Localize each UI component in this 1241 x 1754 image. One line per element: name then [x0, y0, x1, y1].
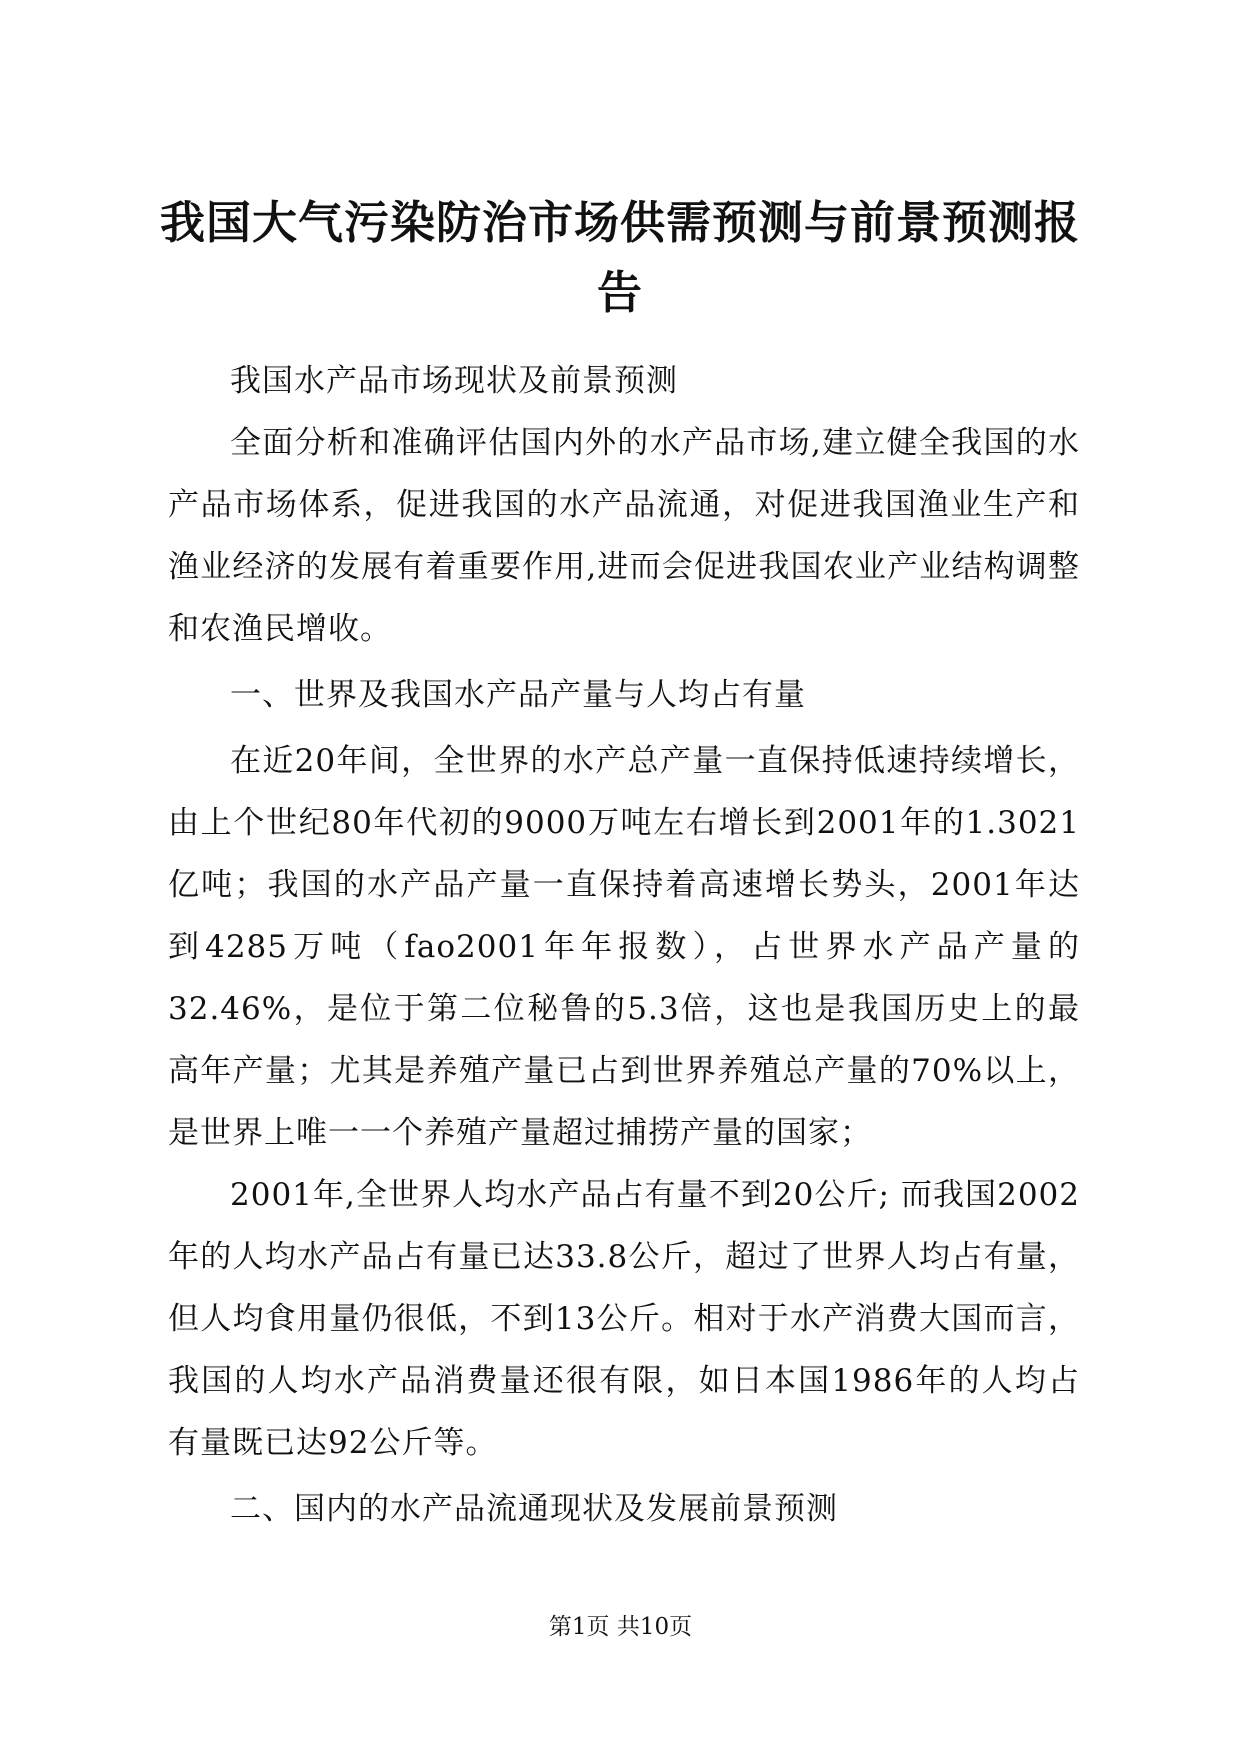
section-heading-1: 一、世界及我国水产品产量与人均占有量 [230, 677, 806, 713]
subtitle-paragraph: 我国水产品市场现状及前景预测 [230, 363, 678, 399]
body-paragraph-production: 在近20年间，全世界的水产总产量一直保持低速持续增长，由上个世纪80年代初的9000万吨左右增长到2001年的1.3021亿吨；我国的水产品产量一直保持着高速增长势头，2001年达到4285万吨（fao2001年年报数），占世界水产品产量的32.46%，是位于第二位秘鲁的5.3倍，这也是我国历史上的最高年产量；尤其是养殖产量已占到世界养殖总产量的70%以上，是世界上唯一一个养殖产量超过捕捞产量的国家； [168, 743, 1080, 1151]
section-heading-2: 二、国内的水产品流通现状及发展前景预测 [230, 1491, 838, 1527]
document-title: 我国大气污染防治市场供需预测与前景预测报告 [159, 196, 1080, 319]
intro-paragraph: 全面分析和准确评估国内外的水产品市场,建立健全我国的水产品市场体系，促进我国的水产品流通，对促进我国渔业生产和渔业经济的发展有着重要作用,进而会促进我国农业产业结构调整和农渔民增收。 [168, 425, 1080, 647]
page-number-footer: 第1页 共10页 [548, 1614, 693, 1640]
document-body [168, 350, 1080, 1544]
body-paragraph-per-capita: 2001年,全世界人均水产品占有量不到20公斤; 而我国2002年的人均水产品占有量已达33.8公斤，超过了世界人均占有量，但人均食用量仍很低，不到13公斤。相对于水产消费大国而言，我国的人均水产品消费量还很有限，如日本国1986年的人均占有量既已达92公斤等。 [168, 1177, 1080, 1461]
